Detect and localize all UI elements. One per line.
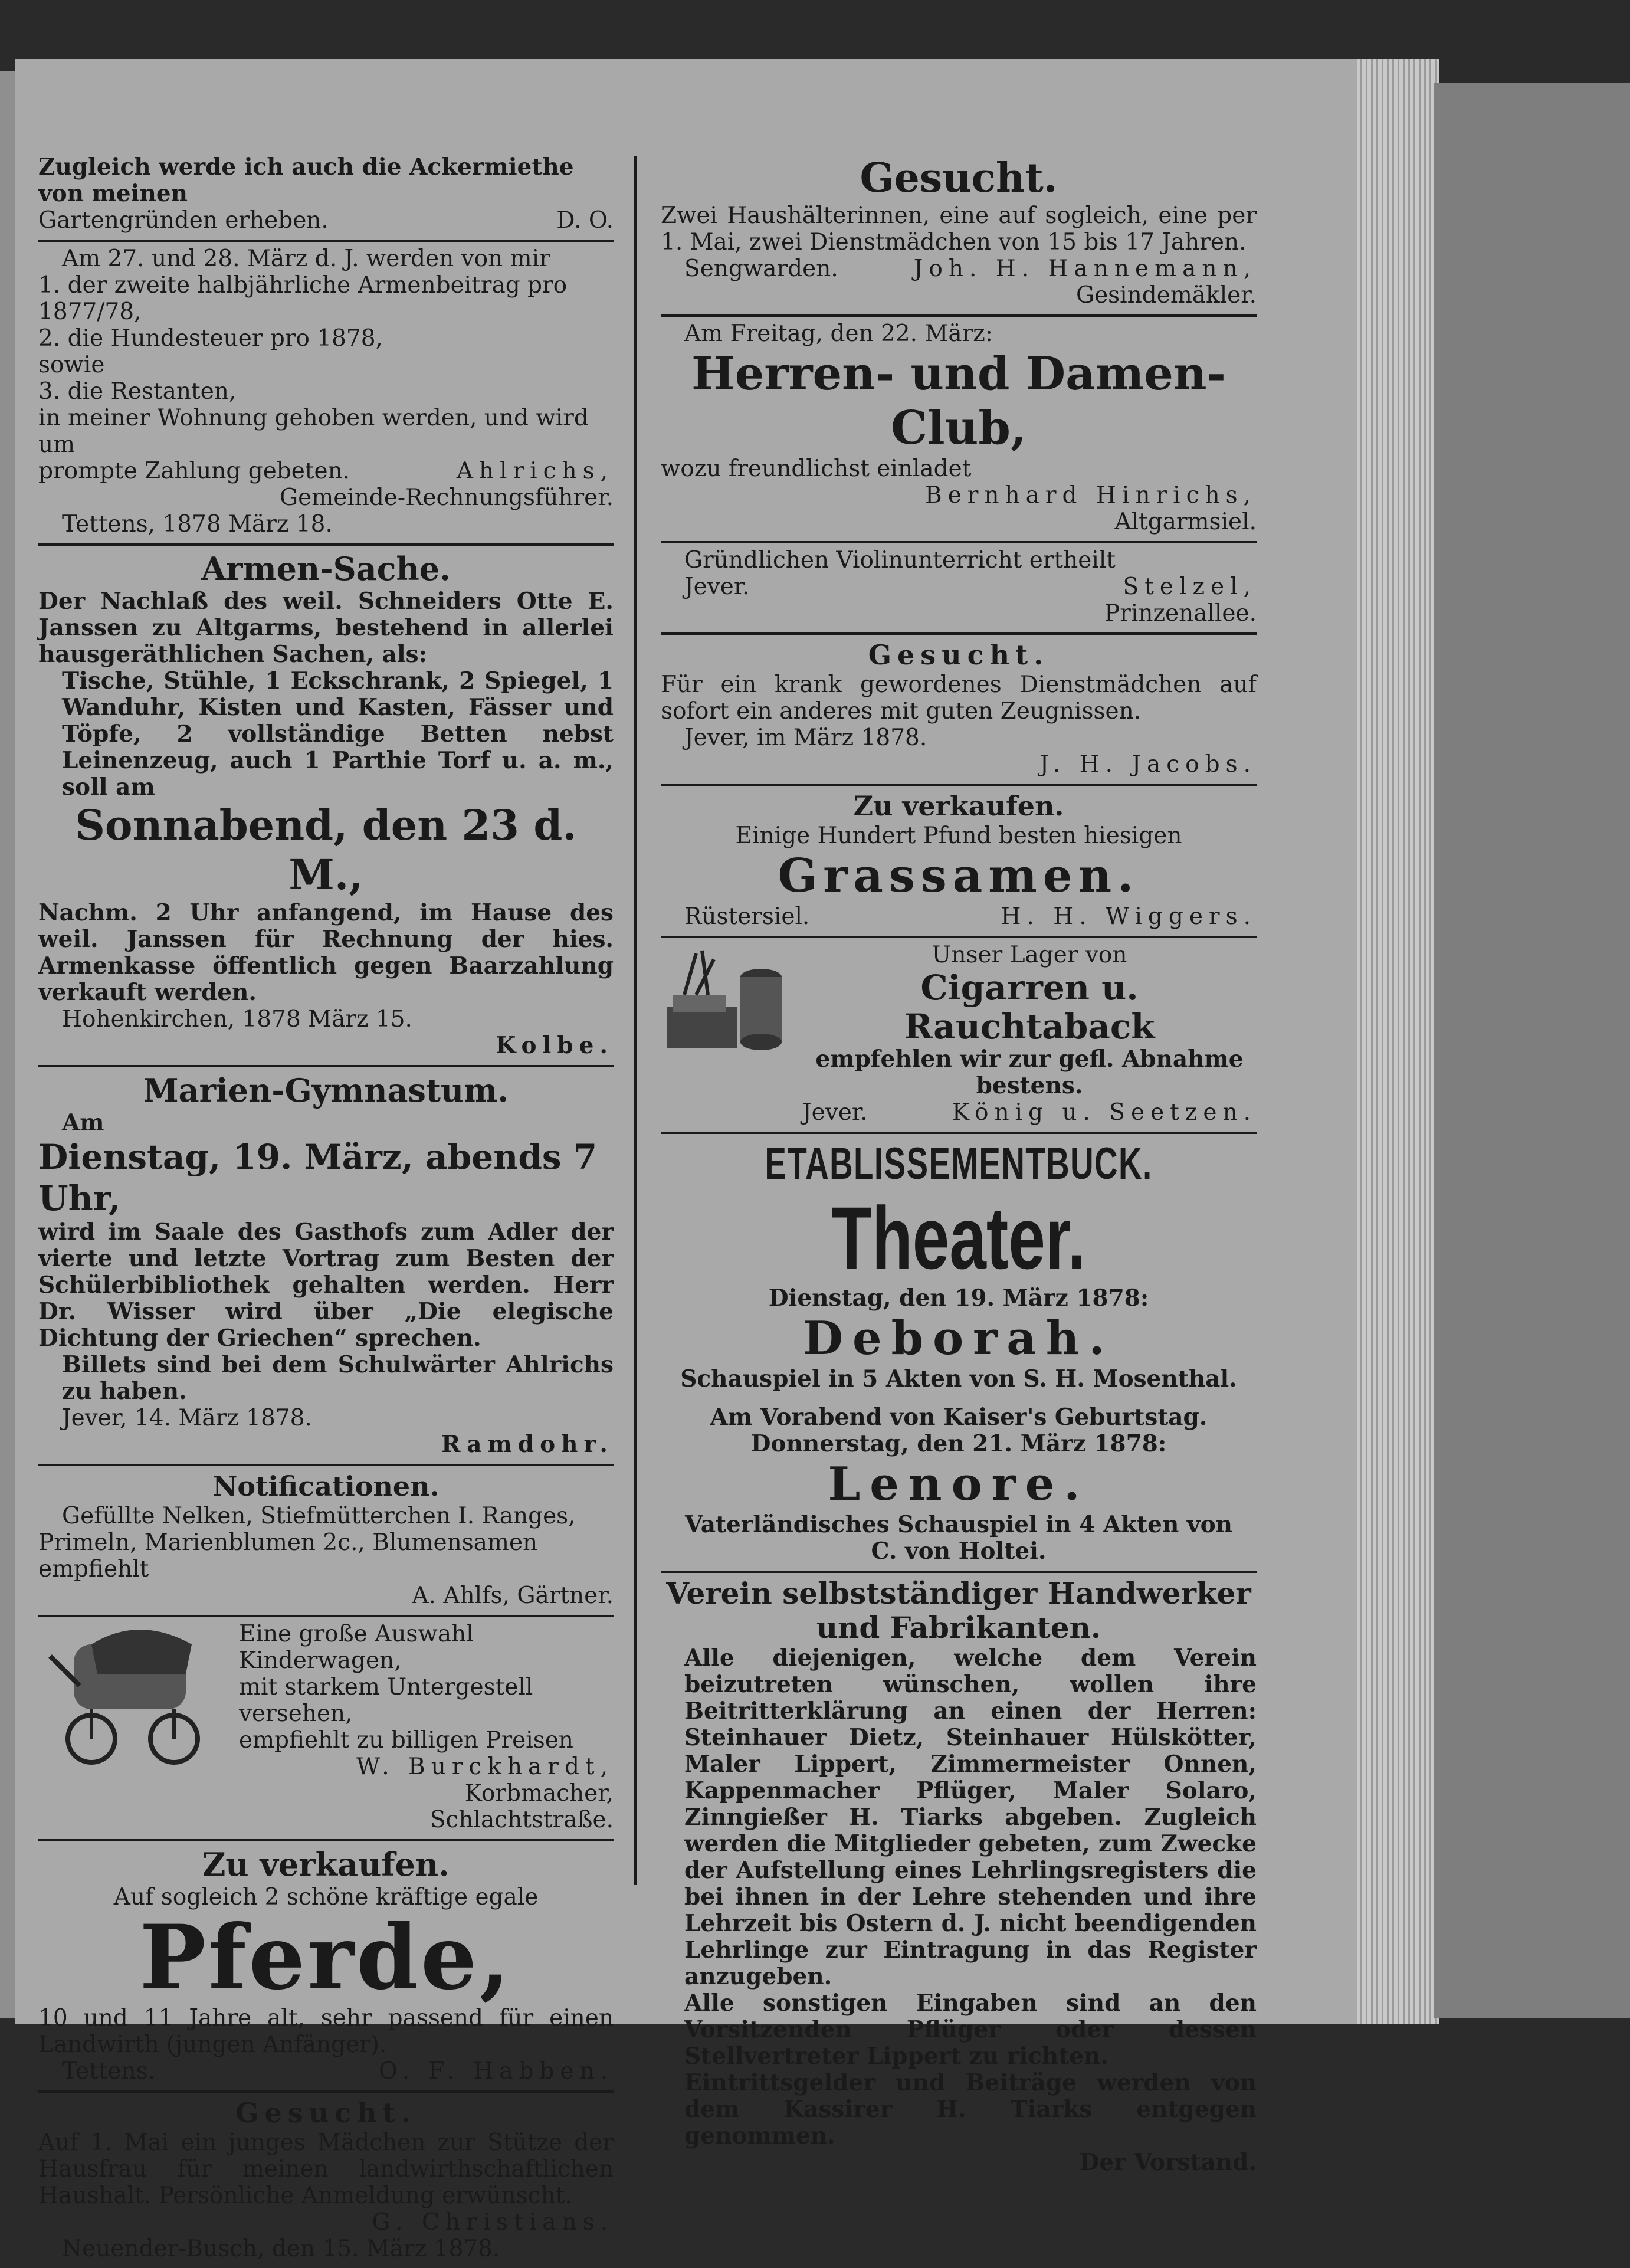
pram-illustration-icon [38, 1621, 227, 1768]
signature-street: Prinzenallee. [1104, 600, 1257, 627]
signature: Stelzel, [1123, 573, 1257, 600]
ad-text: Auf 1. Mai ein junges Mädchen zur Stütze der Hausfrau für meinen landwirthschaftlichen Haushalt. Persönliche Anmeldung erwünscht. [38, 2129, 614, 2209]
signature: Bernhard Hinrichs, [925, 482, 1257, 509]
ad-text: in meiner Wohnung gehoben werden, und wird um [38, 405, 589, 458]
ad-title: Gesucht. [860, 155, 1058, 202]
performance-date: Donnerstag, den 21. März 1878: [750, 1430, 1167, 1457]
cigar-boxes-illustration-icon [661, 942, 791, 1060]
ad-text: Für ein krank gewordenes Dienstmädchen auf sofort ein anderes mit guten Zeugnissen. [661, 671, 1257, 725]
ad-text: Gründlichen Violinunterricht ertheilt [684, 547, 1116, 573]
ad-theater [661, 1134, 1257, 1573]
ad-title: Zu verkaufen. [202, 1846, 450, 1883]
signature: Joh. H. Hannemann, [913, 255, 1257, 282]
ad-text: Alle diejenigen, welche dem Verein beizutreten wünschen, wollen ihre Beitritterklärung an einen der Herren: Steinhauer Dietz, Steinhauer Hülskötter, Maler Lippert, Zimmermeister Onnen, Kappenmacher Pflüger, Maler Solaro, Zinngießer H. Tiarks abgeben. Zugleich werden die Mitglieder gebeten, zum Zwecke der Aufstellung eines Lehrlingsregisters die bei ihnen in der Lehre stehenden und ihre Lehrzeit bis Ostern d. J. nicht beendigenden Lehrlinge zur Eintragung in das Register anzugeben. [684, 1644, 1257, 1990]
ad-text: Der Nachlaß des weil. Schneiders Otte E. Janssen zu Altgarms, bestehend in allerlei hausgeräthlichen Sachen, als: [38, 588, 614, 668]
ad-text: sowie [38, 352, 105, 378]
ad-text: prompte Zahlung gebeten. [38, 458, 350, 484]
performance-date: Dienstag, den 19. März 1878: [768, 1284, 1149, 1312]
place: Tettens. [62, 2058, 156, 2085]
ad-text: Zugleich werde ich auch die Ackermiethe von meinen [38, 153, 574, 207]
ad-armen-sache [38, 546, 614, 1067]
ad-text: Am Vorabend von Kaiser's Geburtstag. [710, 1404, 1208, 1431]
place: Jever. [684, 573, 750, 600]
place: Sengwarden. [684, 255, 838, 282]
signature-role: Korbmacher, [464, 1780, 614, 1807]
place-date: Tettens, 1878 März 18. [62, 511, 333, 537]
place-date: Neuender-Busch, den 15. März 1878. [62, 2236, 500, 2262]
ad-gesucht-dienstmaedchen [661, 635, 1257, 786]
ad-ackermiethe [38, 150, 614, 242]
signature: D. O. [556, 207, 614, 234]
ad-text: empfehlen wir zur gefl. Abnahme bestens. [815, 1045, 1244, 1099]
signature-street: Schlachtstraße. [429, 1807, 614, 1833]
ad-title: Gesucht. [868, 639, 1050, 671]
ad-text: empfiehlt zu billigen Preisen [239, 1727, 573, 1754]
signature: Kolbe. [496, 1032, 614, 1059]
ad-cigarren [661, 938, 1257, 1134]
ad-text: Eintrittsgelder und Beiträge werden von dem Kassirer H. Tiarks entgegen genommen. [684, 2069, 1257, 2149]
play-author: C. von Holtei. [871, 1538, 1047, 1565]
ad-kinderwagen [38, 1617, 614, 1841]
ad-text: Eine große Auswahl Kinderwagen, [239, 1621, 474, 1674]
ad-text: 1. der zweite halbjährliche Armenbeitrag pro 1877/78, [38, 272, 568, 325]
ad-text: Auf sogleich 2 schöne kräftige egale [113, 1884, 539, 1910]
ad-text: Am 27. und 28. März d. J. werden von mir [62, 245, 550, 272]
play-title: Lenore. [828, 1457, 1090, 1511]
book-cover [1434, 83, 1630, 2018]
ad-headline: Pferde, [139, 1906, 513, 2010]
play-subtitle: Schauspiel in 5 Akten von S. H. Mosenthal. [680, 1365, 1237, 1392]
left-column [38, 150, 614, 2268]
ad-text: Primeln, Marienblumen 2c., Blumensamen empfiehlt [38, 1529, 538, 1582]
ad-title: Armen-Sache. [201, 550, 451, 588]
place-date: Hohenkirchen, 1878 März 15. [62, 1006, 412, 1033]
ad-title: Notificationen. [212, 1470, 440, 1502]
column-divider [634, 156, 637, 1885]
ad-pferde [38, 1841, 614, 2093]
page-stack-edge [1357, 59, 1439, 2024]
signature: A. Ahlfs, Gärtner. [412, 1582, 614, 1609]
ad-notificationen [38, 1466, 614, 1617]
place-date: Jever, im März 1878. [684, 725, 927, 751]
ad-date: Dienstag, 19. März, abends 7 Uhr, [38, 1137, 598, 1218]
ad-title: Marien-Gymnastum. [143, 1071, 509, 1109]
signature-role: Gesindemäkler. [1075, 282, 1257, 309]
ad-text: Tische, Stühle, 1 Eckschrank, 2 Spiegel, 1 Wanduhr, Kisten und Kasten, Fässer und Töpfe, 2 vollständige Betten nebst Leinenzeug, auch 1 Parthie Torf u. a. m., soll am [62, 667, 614, 801]
ad-text: Billets sind bei dem Schulwärter Ahlrichs zu haben. [62, 1351, 614, 1405]
signature: J. H. Jacobs. [1039, 751, 1257, 778]
ad-headline: Theater. [831, 1188, 1086, 1287]
play-title: Deborah. [803, 1312, 1114, 1365]
signature: König u. Seetzen. [952, 1099, 1257, 1126]
ad-marien-gymnasium [38, 1067, 614, 1466]
signature: W. Burckhardt, [356, 1754, 614, 1780]
ad-text: 3. die Restanten, [38, 378, 237, 405]
ad-text: Am Freitag, den 22. März: [684, 320, 993, 347]
ad-armenbeitrag [38, 242, 614, 546]
ad-violinunterricht [661, 543, 1257, 635]
ad-headline: Cigarren u. Rauchtaback [904, 968, 1155, 1047]
signature-role: Gemeinde-Rechnungsführer. [280, 484, 614, 511]
ad-headline: Herren- und Damen-Club, [691, 347, 1226, 455]
ad-date: Sonnabend, den 23 d. M., [75, 801, 577, 899]
ad-text: Unser Lager von [932, 942, 1127, 968]
signature-place: Altgarmsiel. [1114, 509, 1257, 535]
ad-text: Gartengründen erheben. [38, 207, 329, 234]
ad-text: Gefüllte Nelken, Stiefmütterchen I. Ranges, [62, 1503, 576, 1529]
ad-text: 2. die Hundesteuer pro 1878, [38, 325, 383, 352]
signature: H. H. Wiggers. [1001, 903, 1257, 930]
signature: Ramdohr. [441, 1431, 614, 1458]
ad-gesucht-maedchen [38, 2093, 614, 2268]
signature: O. F. Habben. [378, 2058, 614, 2085]
ad-text: mit starkem Untergestell versehen, [239, 1674, 533, 1727]
place: Jever. [802, 1099, 868, 1126]
ad-title: Zu verkaufen. [853, 790, 1064, 822]
ad-headline: Grassamen. [778, 849, 1140, 903]
place-date: Jever, 14. März 1878. [62, 1405, 312, 1431]
ad-herren-damen-club [661, 317, 1257, 543]
ad-verein-handwerker [661, 1573, 1257, 2182]
ad-gesucht-haushaelterinnen [661, 150, 1257, 317]
ad-text: Alle sonstigen Eingaben sind an den Vorsitzenden Pflüger oder dessen Stellvertreter Lippert zu richten. [684, 1990, 1257, 2070]
signature: Der Vorstand. [1079, 2149, 1257, 2176]
signature: Ahlrichs, [456, 458, 614, 484]
ad-text: 10 und 11 Jahre alt, sehr passend für einen Landwirth (jungen Anfänger). [38, 2005, 614, 2058]
ad-text: Nachm. 2 Uhr anfangend, im Hause des weil. Janssen für Rechnung der hies. Armenkasse öffentlich gegen Baarzahlung verkauft werden. [38, 899, 614, 1006]
right-column [661, 150, 1257, 2182]
ad-grassamen [661, 786, 1257, 938]
ad-text: Zwei Haushälterinnen, eine auf sogleich, eine per 1. Mai, zwei Dienstmädchen von 15 bis 17 Jahren. [661, 202, 1257, 255]
establishment-name: ETABLISSEMENTBUCK. [765, 1139, 1153, 1189]
signature: G. Christians. [372, 2209, 614, 2236]
ad-text: wozu freundlichst einladet [661, 455, 972, 482]
play-subtitle: Vaterländisches Schauspiel in 4 Akten von [685, 1511, 1232, 1538]
ad-text: wird im Saale des Gasthofs zum Adler der vierte und letzte Vortrag zum Besten der Schülerbibliothek gehalten werden. Herr Dr. Wisser wird über „Die elegische Dichtung der Griechen“ sprechen. [38, 1218, 614, 1352]
ad-title: Gesucht. [235, 2097, 416, 2129]
ad-text: Am [62, 1109, 104, 1136]
place: Rüstersiel. [684, 903, 810, 930]
ad-text: Einige Hundert Pfund besten hiesigen [735, 822, 1182, 849]
ad-title: Verein selbstständiger Handwerker und Fabrikanten. [666, 1576, 1251, 1645]
